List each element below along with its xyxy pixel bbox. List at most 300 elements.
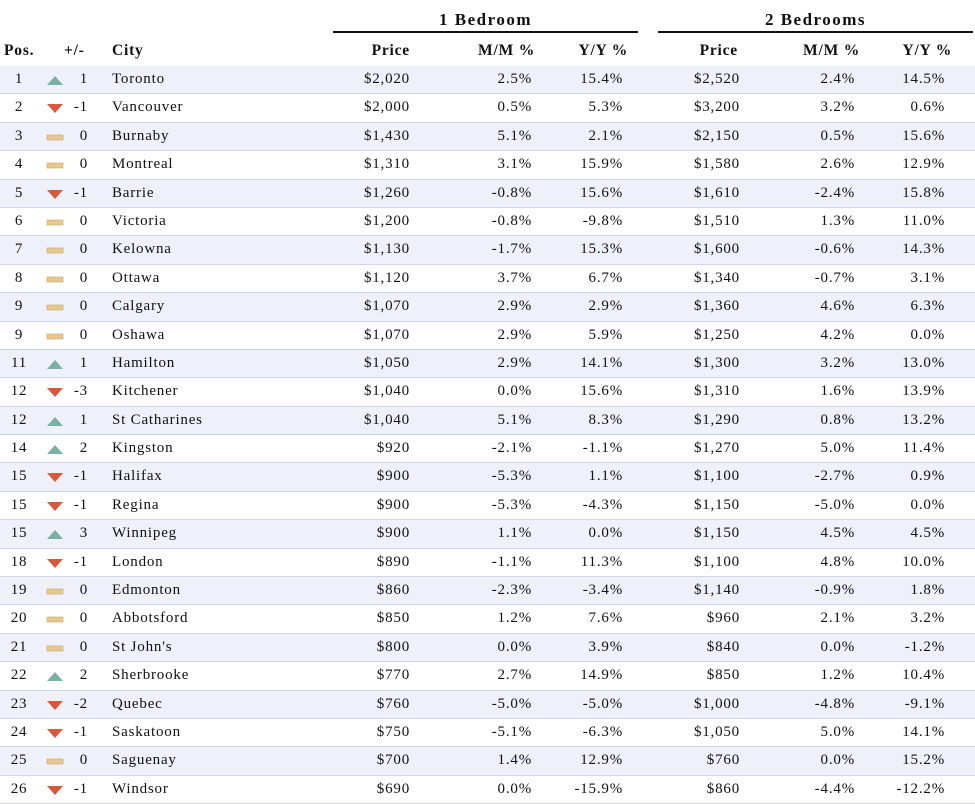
row-mm-1br: 0.0% [497, 638, 532, 655]
col-price-1br: Price [371, 42, 410, 59]
row-price-2br: $1,610 [693, 184, 740, 201]
trend-up-icon [46, 73, 64, 87]
trend-down-icon [46, 499, 64, 513]
trend-same-icon [46, 130, 64, 144]
row-yy-2br: 12.9% [902, 156, 945, 173]
row-mm-1br: 1.1% [497, 525, 532, 542]
row-change: 0 [79, 752, 88, 769]
row-yy-2br: 15.2% [902, 752, 945, 769]
row-yy-2br: 15.8% [902, 184, 945, 201]
row-mm-2br: 1.2% [820, 667, 855, 684]
row-price-1br: $1,260 [363, 184, 410, 201]
table-row [0, 492, 975, 520]
table-row [0, 520, 975, 548]
row-city: Saguenay [112, 752, 177, 769]
row-change: -1 [73, 496, 88, 513]
row-price-1br: $890 [376, 553, 410, 570]
row-price-2br: $960 [706, 610, 740, 627]
row-change: -1 [73, 780, 88, 797]
row-price-2br: $1,250 [693, 326, 740, 343]
row-price-2br: $1,100 [693, 553, 740, 570]
table-row [0, 747, 975, 775]
row-city: Kitchener [112, 383, 179, 400]
row-mm-1br: 3.7% [497, 269, 532, 286]
row-city: St Catharines [112, 411, 203, 428]
table-row [0, 293, 975, 321]
col-yy-2br: Y/Y % [902, 42, 952, 59]
row-change: 0 [79, 212, 88, 229]
table-row [0, 691, 975, 719]
trend-down-icon [46, 470, 64, 484]
row-price-2br: $840 [706, 638, 740, 655]
row-mm-1br: -0.8% [491, 212, 532, 229]
row-price-1br: $760 [376, 695, 410, 712]
row-price-2br: $1,150 [693, 496, 740, 513]
row-mm-2br: -0.9% [814, 582, 855, 599]
row-mm-2br: -2.4% [814, 184, 855, 201]
table-row [0, 66, 975, 94]
row-price-2br: $1,300 [693, 354, 740, 371]
row-change: -1 [73, 184, 88, 201]
row-pos: 7 [14, 241, 24, 258]
trend-down-icon [46, 556, 64, 570]
table-row [0, 378, 975, 406]
table-row [0, 435, 975, 463]
row-city: Ottawa [112, 269, 161, 286]
row-yy-2br: 10.0% [902, 553, 945, 570]
col-city: City [112, 42, 144, 59]
row-mm-1br: -5.1% [491, 723, 532, 740]
row-yy-1br: 15.6% [580, 383, 623, 400]
row-price-2br: $1,140 [693, 582, 740, 599]
row-yy-1br: 7.6% [588, 610, 623, 627]
row-price-1br: $900 [376, 496, 410, 513]
row-mm-1br: 2.9% [497, 326, 532, 343]
row-yy-2br: 3.2% [910, 610, 945, 627]
row-pos: 15 [10, 496, 28, 513]
table-row [0, 265, 975, 293]
row-city: Vancouver [112, 99, 184, 116]
table-row [0, 634, 975, 662]
row-yy-1br: 14.1% [580, 354, 623, 371]
row-yy-1br: 15.9% [580, 156, 623, 173]
table-row [0, 180, 975, 208]
row-mm-1br: 0.0% [497, 780, 532, 797]
row-price-2br: $1,100 [693, 468, 740, 485]
row-city: Toronto [112, 71, 165, 87]
row-mm-2br: 0.0% [820, 638, 855, 655]
trend-down-icon [46, 101, 64, 115]
row-yy-2br: 0.0% [910, 496, 945, 513]
table-row [0, 151, 975, 179]
row-pos: 21 [10, 638, 28, 655]
row-city: Calgary [112, 298, 166, 315]
row-price-1br: $2,020 [363, 71, 410, 87]
row-price-1br: $1,070 [363, 298, 410, 315]
row-yy-2br: 0.0% [910, 326, 945, 343]
row-yy-1br: -6.3% [582, 723, 623, 740]
row-pos: 1 [14, 71, 24, 87]
row-pos: 15 [10, 468, 28, 485]
row-yy-1br: 15.3% [580, 241, 623, 258]
row-price-1br: $2,000 [363, 99, 410, 116]
row-mm-1br: -2.3% [491, 582, 532, 599]
row-yy-1br: 12.9% [580, 752, 623, 769]
row-mm-2br: 2.6% [820, 156, 855, 173]
row-mm-2br: 0.5% [820, 127, 855, 144]
row-price-2br: $1,510 [693, 212, 740, 229]
row-yy-1br: -4.3% [582, 496, 623, 513]
row-yy-2br: 6.3% [910, 298, 945, 315]
row-yy-1br: 15.6% [580, 184, 623, 201]
row-change: 0 [79, 326, 88, 343]
row-mm-2br: 4.2% [820, 326, 855, 343]
row-price-1br: $750 [376, 723, 410, 740]
row-mm-1br: -1.7% [491, 241, 532, 258]
trend-same-icon [46, 754, 64, 768]
table-row [0, 662, 975, 690]
row-price-2br: $1,340 [693, 269, 740, 286]
row-pos: 2 [14, 99, 24, 116]
row-pos: 26 [10, 780, 28, 797]
row-city: Barrie [112, 184, 155, 201]
table-row [0, 549, 975, 577]
trend-same-icon [46, 215, 64, 229]
row-price-1br: $1,130 [363, 241, 410, 258]
row-price-2br: $1,270 [693, 440, 740, 457]
row-price-2br: $860 [706, 780, 740, 797]
row-city: Windsor [112, 780, 169, 797]
row-change: -1 [73, 553, 88, 570]
row-yy-2br: 10.4% [902, 667, 945, 684]
trend-down-icon [46, 726, 64, 740]
row-mm-2br: 0.8% [820, 411, 855, 428]
row-mm-2br: 1.3% [820, 212, 855, 229]
col-mm-2br: M/M % [803, 42, 860, 59]
row-price-1br: $800 [376, 638, 410, 655]
row-mm-2br: -2.7% [814, 468, 855, 485]
row-price-1br: $1,070 [363, 326, 410, 343]
row-price-1br: $1,040 [363, 411, 410, 428]
row-mm-1br: -5.3% [491, 496, 532, 513]
row-mm-2br: -0.6% [814, 241, 855, 258]
row-mm-2br: 2.4% [820, 71, 855, 87]
row-mm-2br: 4.6% [820, 298, 855, 315]
row-pos: 9 [14, 298, 24, 315]
row-yy-2br: 0.6% [910, 99, 945, 116]
row-mm-1br: 0.0% [497, 383, 532, 400]
row-yy-1br: 6.7% [588, 269, 623, 286]
group-header-1-bedroom: 1 Bedroom [439, 10, 532, 29]
row-yy-2br: 14.1% [902, 723, 945, 740]
row-city: Hamilton [112, 354, 176, 371]
row-city: Victoria [112, 212, 167, 229]
row-mm-1br: -5.0% [491, 695, 532, 712]
row-mm-1br: 5.1% [497, 127, 532, 144]
row-yy-1br: 8.3% [588, 411, 623, 428]
column-header-row [0, 42, 975, 64]
row-price-1br: $900 [376, 525, 410, 542]
row-change: 1 [79, 411, 88, 428]
row-yy-1br: 0.0% [588, 525, 623, 542]
row-yy-2br: 11.4% [902, 440, 945, 457]
col-mm-1br: M/M % [478, 42, 535, 59]
row-mm-1br: 0.5% [497, 99, 532, 116]
row-change: 3 [79, 525, 88, 542]
table-row [0, 208, 975, 236]
trend-down-icon [46, 385, 64, 399]
row-pos: 12 [10, 411, 28, 428]
row-mm-2br: -5.0% [814, 496, 855, 513]
group-rule-1-bedroom [333, 31, 638, 33]
row-change: 0 [79, 638, 88, 655]
row-mm-1br: -0.8% [491, 184, 532, 201]
row-city: Saskatoon [112, 723, 181, 740]
row-yy-1br: 1.1% [588, 468, 623, 485]
row-city: Halifax [112, 468, 163, 485]
row-pos: 3 [14, 127, 24, 144]
row-pos: 4 [14, 156, 24, 173]
row-mm-2br: 2.1% [820, 610, 855, 627]
row-mm-2br: 3.2% [820, 99, 855, 116]
row-city: Edmonton [112, 582, 181, 599]
row-yy-2br: 13.2% [902, 411, 945, 428]
row-price-2br: $2,520 [693, 71, 740, 87]
row-price-2br: $1,150 [693, 525, 740, 542]
row-yy-2br: 11.0% [902, 212, 945, 229]
row-city: Winnipeg [112, 525, 177, 542]
row-change: -2 [73, 695, 88, 712]
row-price-1br: $920 [376, 440, 410, 457]
row-city: Oshawa [112, 326, 166, 343]
row-yy-2br: -1.2% [904, 638, 945, 655]
row-price-2br: $1,290 [693, 411, 740, 428]
row-change: -1 [73, 468, 88, 485]
row-mm-2br: 1.6% [820, 383, 855, 400]
row-yy-1br: -9.8% [582, 212, 623, 229]
row-yy-1br: -3.4% [582, 582, 623, 599]
row-change: -1 [73, 723, 88, 740]
row-city: Sherbrooke [112, 667, 190, 684]
row-city: Montreal [112, 156, 174, 173]
row-price-1br: $770 [376, 667, 410, 684]
row-pos: 5 [14, 184, 24, 201]
row-price-1br: $690 [376, 780, 410, 797]
trend-up-icon [46, 414, 64, 428]
row-price-1br: $1,310 [363, 156, 410, 173]
table-row [0, 719, 975, 747]
row-yy-1br: 15.4% [580, 71, 623, 87]
row-yy-1br: -15.9% [574, 780, 623, 797]
row-yy-1br: -5.0% [582, 695, 623, 712]
row-yy-2br: 1.8% [910, 582, 945, 599]
col-pos: Pos. [4, 42, 35, 59]
trend-same-icon [46, 641, 64, 655]
row-yy-1br: 3.9% [588, 638, 623, 655]
row-city: Quebec [112, 695, 163, 712]
row-price-1br: $850 [376, 610, 410, 627]
row-mm-2br: -0.7% [814, 269, 855, 286]
row-mm-2br: -4.8% [814, 695, 855, 712]
row-yy-2br: 13.0% [902, 354, 945, 371]
row-city: Regina [112, 496, 160, 513]
row-yy-2br: 13.9% [902, 383, 945, 400]
row-mm-2br: 4.8% [820, 553, 855, 570]
col-price-2br: Price [699, 42, 738, 59]
row-mm-2br: 3.2% [820, 354, 855, 371]
row-mm-2br: 0.0% [820, 752, 855, 769]
row-yy-2br: 4.5% [910, 525, 945, 542]
trend-up-icon [46, 442, 64, 456]
row-price-1br: $1,120 [363, 269, 410, 286]
row-price-2br: $1,310 [693, 383, 740, 400]
table-row [0, 322, 975, 350]
row-change: 1 [79, 354, 88, 371]
trend-down-icon [46, 698, 64, 712]
trend-down-icon [46, 187, 64, 201]
table-row [0, 236, 975, 264]
trend-up-icon [46, 669, 64, 683]
table-row [0, 407, 975, 435]
row-city: London [112, 553, 164, 570]
row-change: -3 [73, 383, 88, 400]
row-pos: 25 [10, 752, 28, 769]
row-price-1br: $1,430 [363, 127, 410, 144]
row-change: 0 [79, 582, 88, 599]
row-yy-2br: 15.6% [902, 127, 945, 144]
row-price-1br: $700 [376, 752, 410, 769]
row-pos: 8 [14, 269, 24, 286]
row-mm-1br: 2.5% [497, 71, 532, 87]
row-price-2br: $760 [706, 752, 740, 769]
table-body [0, 66, 975, 804]
row-yy-1br: 11.3% [580, 553, 623, 570]
row-price-2br: $1,580 [693, 156, 740, 173]
trend-same-icon [46, 584, 64, 598]
row-mm-1br: 1.4% [497, 752, 532, 769]
row-city: St John's [112, 638, 173, 655]
table-row [0, 94, 975, 122]
trend-same-icon [46, 300, 64, 314]
row-city: Kelowna [112, 241, 172, 258]
row-pos: 9 [14, 326, 24, 343]
row-change: 0 [79, 127, 88, 144]
trend-up-icon [46, 527, 64, 541]
row-change: 0 [79, 156, 88, 173]
trend-same-icon [46, 612, 64, 626]
row-price-2br: $1,050 [693, 723, 740, 740]
row-price-1br: $900 [376, 468, 410, 485]
row-price-1br: $1,200 [363, 212, 410, 229]
row-pos: 12 [10, 383, 28, 400]
trend-same-icon [46, 329, 64, 343]
row-price-1br: $860 [376, 582, 410, 599]
row-mm-1br: 3.1% [497, 156, 532, 173]
row-price-2br: $3,200 [693, 99, 740, 116]
col-yy-1br: Y/Y % [578, 42, 628, 59]
row-mm-1br: 1.2% [497, 610, 532, 627]
row-pos: 22 [10, 667, 28, 684]
row-change: 1 [79, 71, 88, 87]
row-change: -1 [73, 99, 88, 116]
row-yy-1br: 2.9% [588, 298, 623, 315]
table-row [0, 123, 975, 151]
table-row [0, 577, 975, 605]
row-price-1br: $1,050 [363, 354, 410, 371]
row-pos: 23 [10, 695, 28, 712]
row-yy-1br: 14.9% [580, 667, 623, 684]
table-row [0, 776, 975, 804]
row-pos: 19 [10, 582, 28, 599]
row-city: Abbotsford [112, 610, 189, 627]
row-pos: 24 [10, 723, 28, 740]
row-city: Kingston [112, 440, 174, 457]
row-mm-1br: -1.1% [491, 553, 532, 570]
row-price-2br: $1,000 [693, 695, 740, 712]
row-pos: 6 [14, 212, 24, 229]
trend-same-icon [46, 243, 64, 257]
row-mm-1br: 5.1% [497, 411, 532, 428]
row-pos: 14 [10, 440, 28, 457]
col-change: +/- [64, 42, 85, 59]
row-pos: 20 [10, 610, 28, 627]
row-yy-1br: 5.3% [588, 99, 623, 116]
row-change: 2 [79, 667, 88, 684]
row-change: 0 [79, 298, 88, 315]
row-mm-2br: 5.0% [820, 723, 855, 740]
row-pos: 18 [10, 553, 28, 570]
row-change: 2 [79, 440, 88, 457]
row-yy-1br: -1.1% [582, 440, 623, 457]
row-change: 0 [79, 241, 88, 258]
row-price-2br: $850 [706, 667, 740, 684]
row-yy-2br: 14.3% [902, 241, 945, 258]
row-city: Burnaby [112, 127, 170, 144]
row-mm-1br: 2.9% [497, 298, 532, 315]
row-change: 0 [79, 269, 88, 286]
row-price-2br: $1,600 [693, 241, 740, 258]
table-row [0, 350, 975, 378]
row-price-2br: $2,150 [693, 127, 740, 144]
row-yy-2br: 14.5% [902, 71, 945, 87]
row-change: 0 [79, 610, 88, 627]
row-mm-1br: -5.3% [491, 468, 532, 485]
trend-up-icon [46, 357, 64, 371]
row-mm-1br: -2.1% [491, 440, 532, 457]
row-pos: 15 [10, 525, 28, 542]
row-yy-2br: -12.2% [896, 780, 945, 797]
row-yy-1br: 2.1% [588, 127, 623, 144]
table-row [0, 463, 975, 491]
group-header-2-bedrooms: 2 Bedrooms [764, 10, 867, 29]
trend-same-icon [46, 272, 64, 286]
row-mm-2br: 4.5% [820, 525, 855, 542]
table-row [0, 605, 975, 633]
group-rule-2-bedrooms [658, 31, 973, 33]
row-yy-2br: 0.9% [910, 468, 945, 485]
row-price-1br: $1,040 [363, 383, 410, 400]
trend-down-icon [46, 783, 64, 797]
row-yy-2br: -9.1% [904, 695, 945, 712]
trend-same-icon [46, 158, 64, 172]
row-mm-2br: -4.4% [814, 780, 855, 797]
row-yy-1br: 5.9% [588, 326, 623, 343]
row-mm-1br: 2.9% [497, 354, 532, 371]
row-mm-2br: 5.0% [820, 440, 855, 457]
row-mm-1br: 2.7% [497, 667, 532, 684]
row-yy-2br: 3.1% [910, 269, 945, 286]
row-pos: 11 [10, 354, 28, 371]
